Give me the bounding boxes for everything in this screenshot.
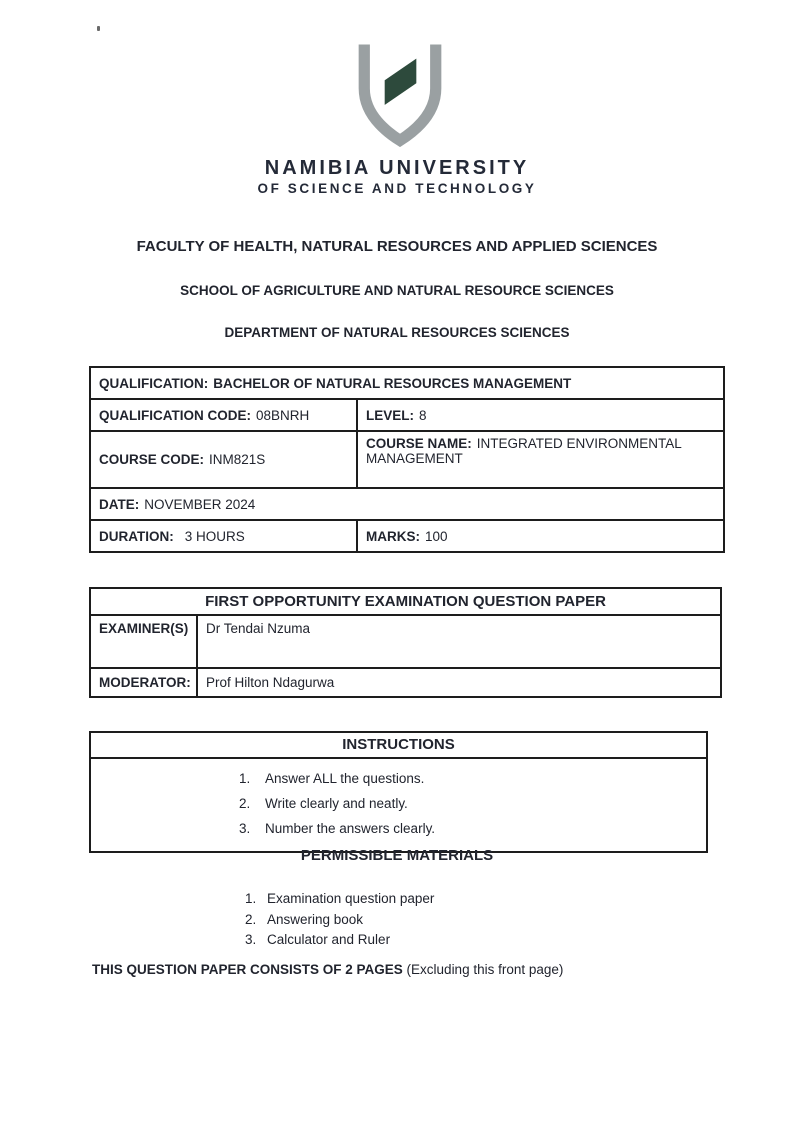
examiner-label: EXAMINER(S) (90, 615, 197, 668)
materials-title: PERMISSIBLE MATERIALS (300, 847, 494, 864)
list-item-number: 3. (239, 821, 251, 836)
list-item-number: 3. (245, 932, 257, 947)
school-heading: SCHOOL OF AGRICULTURE AND NATURAL RESOURCE SCIENCES (180, 283, 614, 298)
duration-cell (90, 520, 357, 552)
table-row-examiner (90, 615, 721, 668)
list-item-text: Answering book (267, 911, 364, 927)
duration-label: DURATION: (99, 528, 174, 544)
marks-value: 100 (425, 528, 448, 544)
date-cell (90, 488, 724, 520)
duration-value: 3 HOURS (184, 528, 245, 544)
qualification-value: BACHELOR OF NATURAL RESOURCES MANAGEMENT (213, 375, 572, 391)
qualification-code-cell (90, 399, 357, 431)
list-item (239, 816, 706, 841)
list-item (239, 791, 706, 816)
university-name: NAMIBIA UNIVERSITY (264, 157, 530, 179)
table-row-date (90, 488, 724, 520)
table-row-course (90, 431, 724, 488)
course-code-cell (90, 431, 357, 488)
department-heading: DEPARTMENT OF NATURAL RESOURCES SCIENCES (224, 325, 570, 340)
table-row-qualification (90, 367, 724, 399)
level-cell (357, 399, 724, 431)
table-row-moderator (90, 668, 721, 697)
qualification-code-label: QUALIFICATION CODE: (99, 407, 251, 423)
list-item-number: 1. (245, 891, 257, 906)
table-row-code-level (90, 399, 724, 431)
list-item-number: 2. (239, 796, 251, 811)
instructions-list (91, 759, 706, 851)
date-value: NOVEMBER 2024 (144, 496, 256, 512)
list-item-text: Number the answers clearly. (265, 821, 436, 836)
table-row-duration-marks (90, 520, 724, 552)
level-value: 8 (419, 407, 427, 423)
examiner-value: Dr Tendai Nzuma (197, 615, 721, 668)
instructions-title: INSTRUCTIONS (91, 733, 706, 759)
materials-list (245, 889, 434, 951)
course-details-table (89, 366, 725, 553)
level-label: LEVEL: (366, 407, 415, 423)
university-shield-icon (351, 41, 449, 147)
qualification-label: QUALIFICATION: (99, 375, 209, 391)
list-item (239, 766, 706, 791)
page-count-normal: (Excluding this front page) (402, 962, 564, 977)
page-count-note (92, 962, 563, 977)
list-item-text: Answer ALL the questions. (265, 771, 425, 786)
list-item-text: Calculator and Ruler (267, 932, 391, 947)
list-item-number: 1. (239, 771, 251, 786)
table-row-exam-title (90, 588, 721, 615)
instructions-box (89, 731, 708, 853)
moderator-value: Prof Hilton Ndagurwa (197, 668, 721, 697)
moderator-label: MODERATOR: (90, 668, 197, 697)
date-label: DATE: (99, 496, 140, 512)
course-name-label: COURSE NAME: (366, 436, 472, 451)
university-tagline: OF SCIENCE AND TECHNOLOGY (257, 181, 537, 196)
list-item-text: Write clearly and neatly. (265, 796, 408, 811)
scan-artifact-speck (97, 26, 100, 31)
list-item-number: 2. (245, 911, 257, 927)
qualification-cell (90, 367, 724, 399)
course-code-label: COURSE CODE: (99, 452, 205, 467)
qualification-code-value: 08BNRH (256, 407, 310, 423)
course-code-value: INM821S (209, 452, 266, 467)
marks-label: MARKS: (366, 528, 420, 544)
list-item-text: Examination question paper (267, 891, 435, 906)
list-item (245, 930, 434, 951)
exam-paper-title: FIRST OPPORTUNITY EXAMINATION QUESTION PAPER (90, 588, 721, 615)
list-item (245, 889, 434, 910)
university-logo (351, 41, 449, 147)
list-item (245, 910, 434, 931)
examination-paper-table (89, 587, 722, 698)
marks-cell (357, 520, 724, 552)
course-name-cell (357, 431, 724, 488)
page-count-bold: THIS QUESTION PAPER CONSISTS OF 2 PAGES (92, 962, 403, 977)
course-name-value: INTEGRATED ENVIRONMENTAL MANAGEMENT (366, 436, 682, 466)
faculty-heading: FACULTY OF HEALTH, NATURAL RESOURCES AND APPLIED SCIENCES (136, 238, 658, 255)
